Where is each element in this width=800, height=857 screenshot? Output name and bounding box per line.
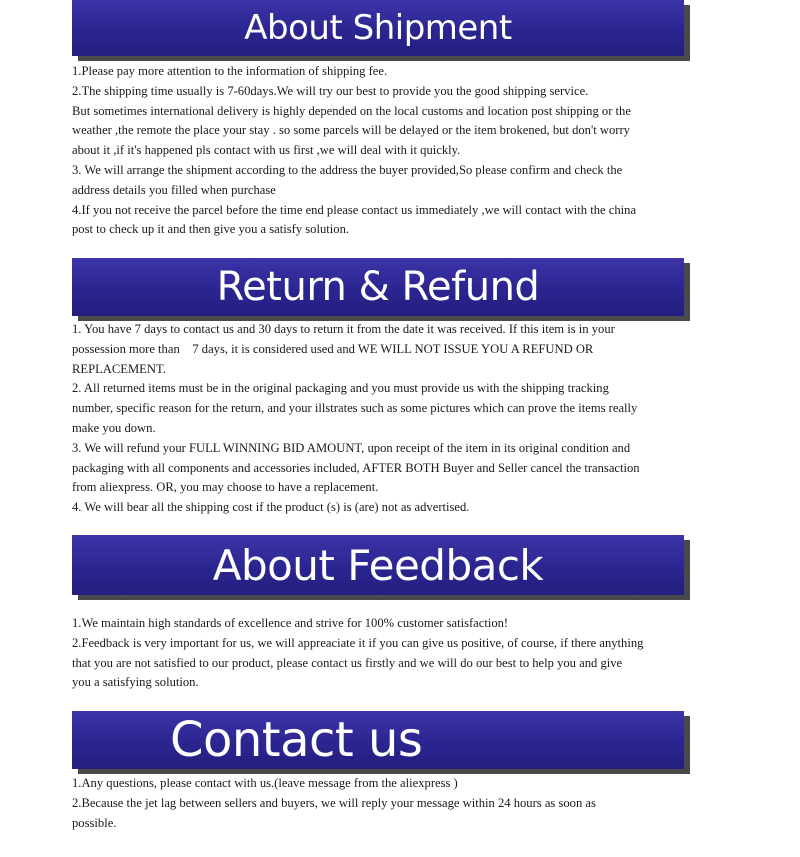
feedback-text bbox=[72, 614, 712, 693]
text-line: But sometimes international delivery is highly depended on the local customs and location post shipping or the bbox=[72, 103, 631, 118]
text-line: 2.Because the jet lag between sellers and buyers, we will reply your message within 24 hours as soon as bbox=[72, 795, 596, 810]
text-line: possible. bbox=[72, 815, 117, 830]
text-line: 4. We will bear all the shipping cost if the product (s) is (are) not as advertised. bbox=[72, 500, 470, 515]
text-line: from aliexpress. OR, you may choose to have a replacement. bbox=[72, 480, 379, 495]
text-line: 2.The shipping time usually is 7-60days.We will try our best to provide you the good shipping service. bbox=[72, 83, 589, 98]
refund-text bbox=[72, 320, 712, 518]
text-line: you a satisfying solution. bbox=[72, 675, 199, 690]
section-title: Contact us bbox=[170, 712, 423, 768]
text-line: REPLACEMENT. bbox=[72, 361, 166, 376]
section-title: About Shipment bbox=[244, 8, 512, 48]
banner-return-refund bbox=[72, 258, 684, 316]
text-line: 1.Please pay more attention to the information of shipping fee. bbox=[72, 64, 388, 78]
text-line: 4.If you not receive the parcel before the time end please contact us immediately ,we will contact with the china bbox=[72, 202, 637, 217]
text-line: possession more than 7 days, it is considered used and WE WILL NOT ISSUE YOU A REFUND OR bbox=[72, 341, 594, 356]
text-line: 3. We will arrange the shipment according to the address the buyer provided,So please confirm and check the bbox=[72, 162, 623, 177]
text-line: packaging with all components and accessories included, AFTER BOTH Buyer and Seller cancel the transaction bbox=[72, 460, 640, 475]
text-line: about it ,if it's happened pls contact with us first ,we will deal with it quickly. bbox=[72, 143, 461, 158]
text-line: 2. All returned items must be in the original packaging and you must provide us with the shipping tracking bbox=[72, 381, 609, 396]
banner-contact-us bbox=[72, 711, 684, 769]
text-line: make you down. bbox=[72, 420, 156, 435]
text-line: 1. You have 7 days to contact us and 30 days to return it from the date it was received. If this item is in your bbox=[72, 322, 615, 336]
text-line: post to check up it and then give you a satisfy solution. bbox=[72, 222, 350, 237]
text-line: 3. We will refund your FULL WINNING BID AMOUNT, upon receipt of the item in its original condition and bbox=[72, 440, 631, 455]
text-line: 1.Any questions, please contact with us.(leave message from the aliexpress ) bbox=[72, 776, 458, 790]
shipment-text bbox=[72, 62, 712, 240]
text-line: 1.We maintain high standards of excellence and strive for 100% customer satisfaction! bbox=[72, 616, 509, 630]
section-title: Return & Refund bbox=[216, 264, 540, 310]
section-title: About Feedback bbox=[212, 540, 544, 590]
banner-about-shipment bbox=[72, 0, 684, 56]
text-line: weather ,the remote the place your stay . so some parcels will be delayed or the item brokened, but don't worry bbox=[72, 123, 630, 138]
text-line: address details you filled when purchase bbox=[72, 182, 276, 197]
text-line: number, specific reason for the return, and your illstrates such as some pictures which can prove the items really bbox=[72, 401, 638, 416]
banner-about-feedback bbox=[72, 535, 684, 595]
text-line: that you are not satisfied to our product, please contact us firstly and we will do our best to help you and give bbox=[72, 655, 623, 670]
contact-text bbox=[72, 774, 712, 833]
text-line: 2.Feedback is very important for us, we will appreaciate it if you can give us positive, of course, if there anything bbox=[72, 635, 644, 650]
